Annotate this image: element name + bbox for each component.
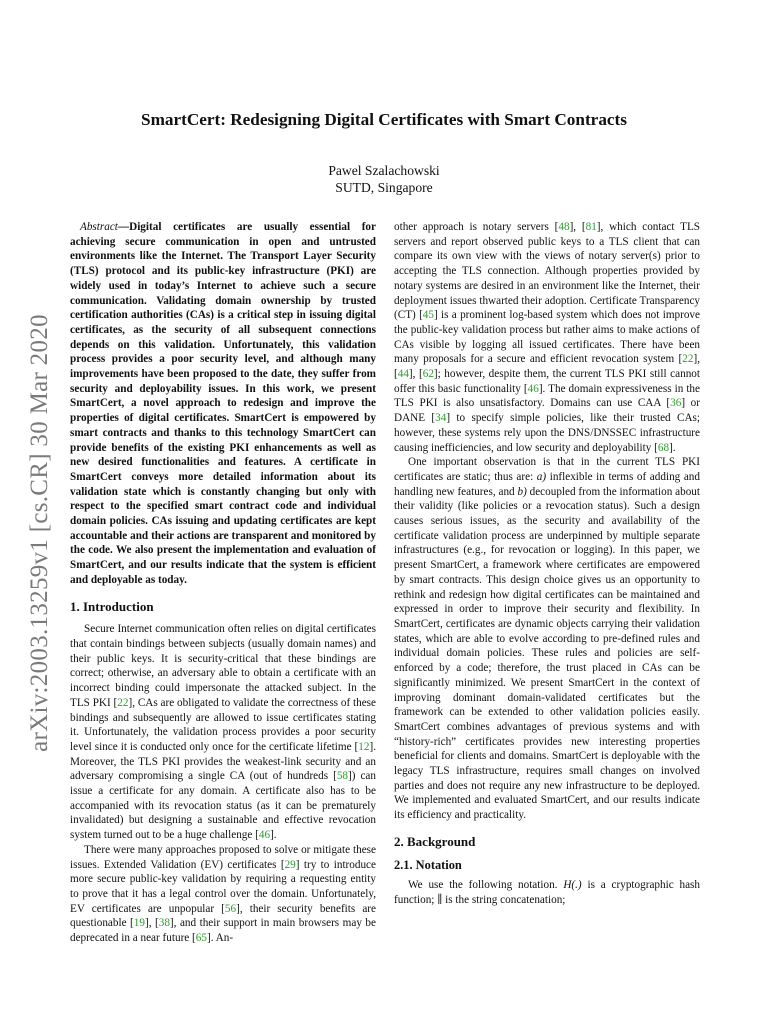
citation-link[interactable]: 46 bbox=[258, 829, 271, 842]
section-heading-background: 2. Background bbox=[394, 833, 476, 849]
citation-link[interactable]: 34 bbox=[435, 412, 447, 425]
abstract-label: Abstract bbox=[80, 221, 118, 233]
citation-link[interactable]: 62 bbox=[422, 368, 434, 381]
abstract-text: —Digital certificates are usually essential for achieving secure communication in open and untrusted environments like the Internet. The Transport Layer Security (TLS) protocol and its public-key infrastructure (PKI) are widely used in today’s Internet to achieve such a secure communication. Validating domain ownership by trusted certification authorities (CAs) is a critical step in issuing digital certificates, as the security of all subsequent connections depends on this validation. Unfortunately, this validation process provides a poor security level, and although many improvements have been proposed to the date, they suffer from security and deployability issues. In this work, we present SmartCert, a novel approach to redesign and improve the properties of digital certificates. SmartCert is empowered by smart contracts and thanks to this technology SmartCert can provide benefits of the existing PKI enhancements as well as new desired functionalities and features. A certificate in SmartCert conveys more detailed information about its validation state which is constantly changing but only with respect to the specified smart contract code and individual domain policies. CAs issuing and updating certificates are kept accountable and their actions are transparent and monitored by the code. We also present the implementation and evaluation of SmartCert, and our results indicate that the system is efficient and deployable as today. bbox=[70, 221, 376, 586]
citation-link[interactable]: 81 bbox=[585, 221, 597, 233]
author-block bbox=[0, 162, 768, 196]
citation-link[interactable]: 56 bbox=[224, 902, 237, 915]
paper-title: SmartCert: Redesigning Digital Certificates with Smart Contracts bbox=[141, 110, 627, 129]
intro-paragraph-4: One important observation is that in the current TLS PKI certificates are static; thus are: a) inflexible in terms of adding and handling new features, and b) decoupled from the information about their validity (like policies or a revocation status). Such a design causes serious issues, as the security and availability of the certificate validation process are underpinned by multiple separate infrastructures (e.g., for revocation or logging). In this paper, we present SmartCert, a framework where certificates are empowered by smart contracts. This design choice gives us an opportunity to rethink and redesign how digital certificates can be maintained and expressed in order to improve their security and flexibility. In SmartCert, certificates are dynamic objects carrying their validation states, which are able to evolve according to pre-defined rules and individual domain policies. These rules and policies are self-enforced by a code; therefore, the trust placed in CAs can be significantly minimized. We present SmartCert in the context of improving dominant domain-validated certificates but the framework can be extended to other validation policies easily. SmartCert combines advantages of previous systems and with “history-rich” certificates provides new interesting properties beneficial for clients and domains. SmartCert is deployable with the legacy TLS infrastructure, requires small changes on involved parties and does not require any new infrastructure to be deployed. We implemented and evaluated SmartCert, and our results indicate its efficiency and practicality. bbox=[394, 456, 700, 822]
author-affiliation: SUTD, Singapore bbox=[335, 180, 433, 195]
intro-paragraph-3: other approach is notary servers [48], [81], which contact TLS servers and report observed public keys to a TLS client that can compare its own view with the views of notary server(s) prior to accepting the TLS connection. Although properties provided by notary systems are desired in an environment like the Internet, their deployment issues thwarted their adoption. Certificate Transparency (CT) [45] is a prominent log-based system which does not improve the public-key validation process but rather aims to make actions of CAs visible by logging all issued certificates. There have been many proposals for a secure and efficient revocation system [22], [44], [62]; however, despite them, the current TLS PKI still cannot offer this basic functionality [46]. The domain expressiveness in the TLS PKI is also unsatisfactory. Domains can use CAA [36] or DANE [34] to specify simple policies, like their trusted CAs; however, these systems rely upon the DNS/DNSSEC infrastructure causing inefficiencies, and low security and deployability [68]. bbox=[394, 221, 701, 454]
left-column bbox=[70, 220, 376, 946]
arxiv-sidebar bbox=[20, 314, 60, 752]
math-hash-function: H(.) bbox=[563, 879, 582, 892]
right-column bbox=[394, 220, 700, 908]
citation-link[interactable]: 36 bbox=[670, 397, 682, 410]
math-concat-symbol: ∥ bbox=[437, 893, 443, 906]
citation-link[interactable]: 46 bbox=[527, 382, 539, 395]
author-name: Pawel Szalachowski bbox=[328, 163, 440, 178]
citation-link[interactable]: 22 bbox=[682, 353, 694, 366]
citation-link[interactable]: 45 bbox=[422, 309, 434, 322]
section-heading-introduction: 1. Introduction bbox=[70, 598, 154, 614]
citation-link[interactable]: 68 bbox=[657, 441, 670, 454]
intro-paragraph-2: There were many approaches proposed to solve or mitigate these issues. Extended Validation (EV) certificates [29] try to introduce more secure public-key validation by requiring a requesting entity to prove that it has a legal control over the domain. Unfortunately, EV certificates are unpopular [56], their security benefits are questionable [19], [38], and their support in main browsers may be deprecated in a near future [65]. An- bbox=[70, 843, 376, 945]
citation-link[interactable]: 65 bbox=[195, 932, 207, 945]
subsection-heading-notation: 2.1. Notation bbox=[394, 857, 462, 872]
abstract bbox=[70, 220, 376, 588]
citation-link[interactable]: 29 bbox=[284, 858, 296, 871]
citation-link[interactable]: 12 bbox=[358, 740, 370, 753]
citation-link[interactable]: 38 bbox=[158, 917, 170, 930]
arxiv-identifier: arXiv:2003.13259v1 [cs.CR] 30 Mar 2020 bbox=[26, 314, 53, 752]
citation-link[interactable]: 44 bbox=[397, 368, 409, 381]
citation-link[interactable]: 48 bbox=[558, 221, 570, 233]
citation-link[interactable]: 22 bbox=[117, 696, 129, 709]
citation-link[interactable]: 19 bbox=[133, 917, 145, 930]
intro-paragraph-1: Secure Internet communication often relies on digital certificates that contain bindings between subjects (usually domain names) and their public keys. It is security-critical that these bindings are correct; otherwise, an adversary able to obtain a certificate with an incorrect binding could impersonate the attacked subject. In the TLS PKI [22], CAs are obligated to validate the correctness of these bindings and subsequently are allowed to issue certificates stating it. Unfortunately, the validation process provides a poor security level since it is conducted only once for the certificate lifetime [12]. Moreover, the TLS PKI provides the weakest-link security and an adversary compromising a single CA (out of hundreds [58]) can issue a certificate for any domain. A certificate also has to be accompanied with its revocation status (as it can be prematurely invalidated) but designing a sustainable and effective revocation system turned out to be a huge challenge [46]. bbox=[70, 623, 376, 842]
background-paragraph-1: We use the following notation. H(.) is a cryptographic hash function; ∥ is the string concatenation; bbox=[394, 879, 701, 906]
citation-link[interactable]: 58 bbox=[336, 770, 349, 783]
